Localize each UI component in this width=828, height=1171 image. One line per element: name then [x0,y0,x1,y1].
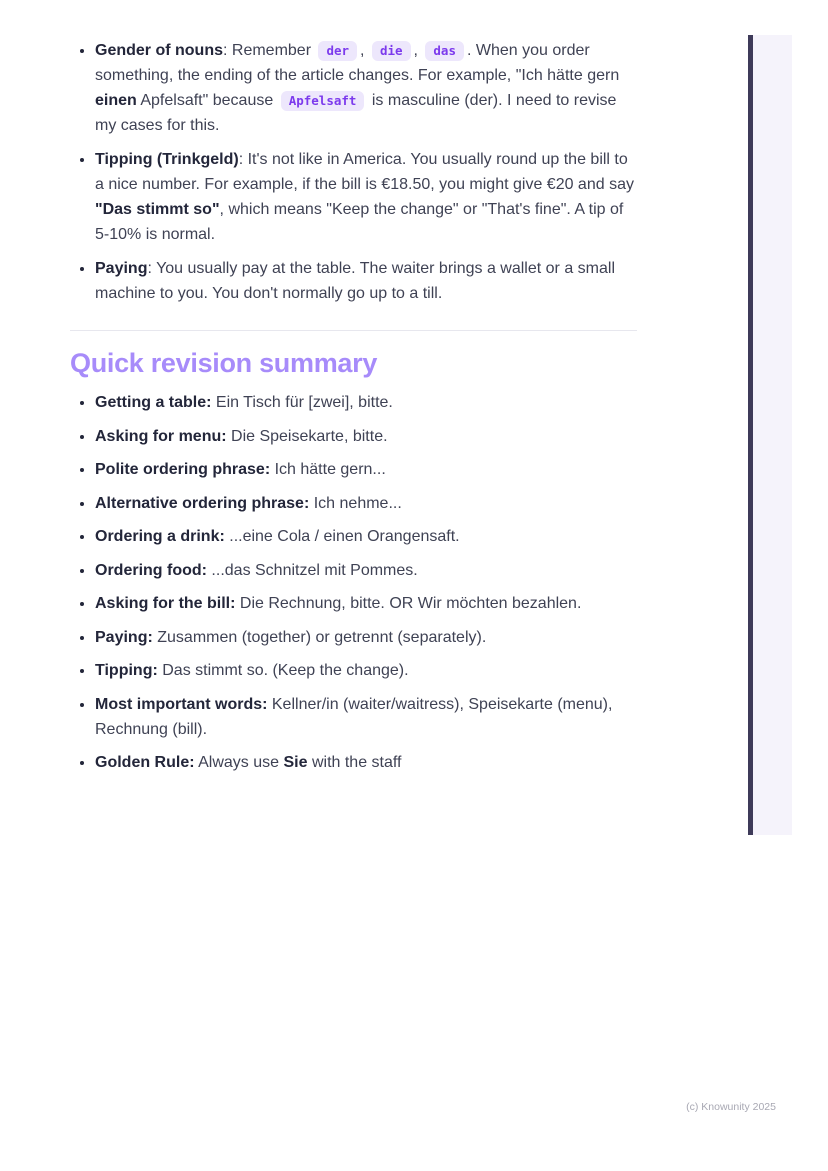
inline-text: with the staff [307,754,402,771]
inline-bold: "Das stimmt so" [95,201,220,218]
inline-text: , [413,42,423,59]
inline-bold: Most important words: [95,695,268,713]
inline-text: , which means "Keep the change" or "That's fine". A tip of 5-10% is normal. [95,201,624,243]
inline-bold: Alternative ordering phrase: [95,494,310,512]
notes-list [70,38,637,306]
inline-bold: Tipping (Trinkgeld) [95,151,239,168]
inline-bold: Paying [95,260,148,277]
inline-text: Das stimmt so. (Keep the change). [157,662,409,679]
list-item [95,256,637,306]
inline-text: ...eine Cola / einen Orangensaft. [224,528,460,545]
inline-code-badge: Apfelsaft [281,91,365,111]
inline-text: . When you order something, the ending of the article changes. For example, "Ich hätte gern [95,42,620,84]
inline-text: Die Speisekarte, bitte. [226,427,388,445]
inline-bold: Paying: [95,628,153,646]
list-item [95,38,637,138]
inline-bold: Getting a table: [95,394,212,411]
scrollbar-track[interactable] [748,35,792,835]
list-item [95,558,637,583]
inline-text: , [360,42,369,59]
inline-bold: Tipping: [95,662,158,679]
inline-text: Always use [194,754,284,771]
inline-bold: Ordering food: [95,561,207,579]
inline-code-badge: das [425,41,464,61]
list-item [95,591,637,616]
list-item [95,457,637,482]
inline-bold: Asking for menu: [95,427,227,445]
inline-bold: Asking for the bill: [95,595,236,612]
list-item [95,491,637,516]
summary-heading: Quick revision summary [70,348,378,378]
list-item [95,524,637,549]
inline-text: : You usually pay at the table. The waiter brings a wallet or a small machine to you. You don't normally go up to a till. [95,260,615,302]
inline-bold: einen [95,92,137,109]
scrollbar-thumb[interactable] [748,35,753,835]
inline-text: Ein Tisch für [zwei], bitte. [211,394,393,411]
inline-bold: Golden Rule: [95,754,195,771]
list-item [95,147,637,247]
inline-text: Ich hätte gern... [270,461,386,478]
inline-text: Kellner/in (waiter/waitress), Speisekarte (menu), Rechnung (bill). [95,695,613,738]
inline-text: Zusammen (together) or getrennt (separately). [152,628,487,646]
list-item [95,390,637,415]
inline-text: Apfelsaft" because [136,92,278,109]
list-item [95,625,637,650]
inline-code-badge: der [318,41,357,61]
section-divider [70,330,637,331]
notes-content [70,38,637,784]
inline-text: : It's not like in America. You usually round up the bill to a nice number. For example, if the bill is €18.50, you might give €20 and say [95,151,634,193]
inline-bold: Ordering a drink: [95,528,225,545]
inline-text: ...das Schnitzel mit Pommes. [206,561,418,579]
list-item [95,750,637,775]
list-item [95,692,637,742]
inline-bold: Sie [283,754,308,771]
inline-text: Ich nehme... [309,494,402,512]
summary-list [70,390,637,775]
list-item [95,424,637,449]
copyright-notice: (c) Knowunity 2025 [686,1101,776,1113]
inline-code-badge: die [372,41,411,61]
inline-text: : Remember [223,42,316,59]
inline-bold: Gender of nouns [95,42,223,59]
inline-text: is masculine (der). I need to revise my cases for this. [95,92,617,134]
inline-bold: Polite ordering phrase: [95,461,271,478]
inline-text: Die Rechnung, bitte. OR Wir möchten bezahlen. [235,595,582,612]
list-item [95,658,637,683]
